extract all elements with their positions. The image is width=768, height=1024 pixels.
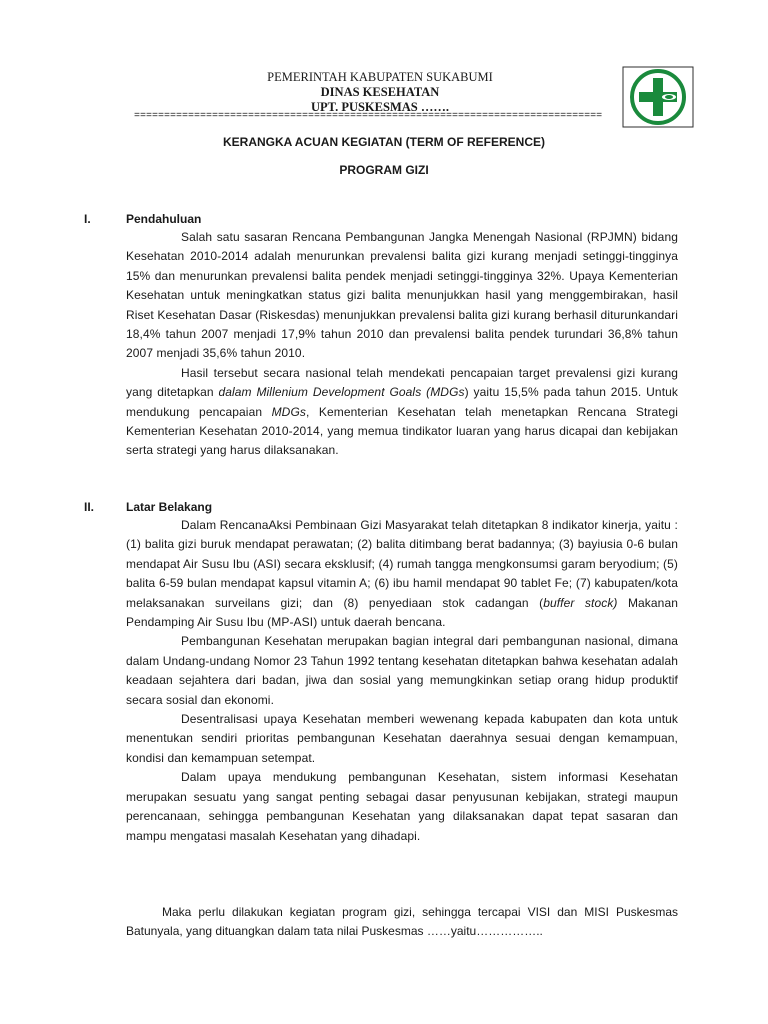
header-line-government: PEMERINTAH KABUPATEN SUKABUMI: [267, 70, 493, 84]
section-title: Pendahuluan: [126, 212, 202, 226]
paragraph: Pembangunan Kesehatan merupakan bagian integral dari pembangunan nasional, dimana dalam Undang-undang Nomor 23 Tahun 1992 tentang kesehatan ditetapkan bahwa kesehatan adalah keadaan sejahtera dari badan, jiwa dan sosial yang memungkinkan setiap orang hidup produktif secara sosial dan ekonomi.: [126, 634, 678, 707]
section-number: I.: [84, 212, 91, 226]
paragraph: Salah satu sasaran Rencana Pembangunan Jangka Menengah Nasional (RPJMN) bidang Kesehatan 2010-2014 adalah menurunkan prevalensi balita gizi kurang menjadi setinggi-tingginya 15% dan menurunkan prevalensi balita pendek menjadi setinggi-tingginya 32%. Upaya Kementerian Kesehatan untuk meningkatkan status gizi balita menunjukkan hasil yang menggembirakan, hasil Riset Kesehatan Dasar (Riskesdas) menunjukkan prevalensi balita gizi kurang berhasil diturunkandari 18,4% tahun 2007 menjadi 17,9% tahun 2010 dan prevalensi balita pendek turundari 36,8% tahun 2007 menjadi 35,6% tahun 2010.: [126, 230, 678, 361]
section-body: [126, 228, 678, 461]
closing-statement: [126, 903, 678, 942]
letterhead: [130, 70, 630, 115]
header-separator: ==============================================================================: [134, 111, 603, 122]
section-number: II.: [84, 500, 95, 514]
section-title: Latar Belakang: [126, 500, 213, 514]
section-body: [126, 516, 678, 846]
header-line-unit: UPT. PUSKESMAS …….: [311, 100, 449, 114]
paragraph: Desentralisasi upaya Kesehatan memberi wewenang kepada kabupaten dan kota untuk menentukan sendiri prioritas pembangunan Kesehatan daerahnya sesuai dengan kemampuan, kondisi dan kemampuan setempat.: [126, 712, 678, 765]
paragraph: Dalam upaya mendukung pembangunan Kesehatan, sistem informasi Kesehatan merupakan sesuatu yang sangat penting sebagai dasar penyusunan kebijakan, strategi maupun perencanaan, sehingga pembangunan Kesehatan yang dilaksanakan dapat tepat sasaran dan mampu mengatasi masalah Kesehatan yang dihadapi.: [126, 770, 678, 843]
header-line-agency: DINAS KESEHATAN: [320, 85, 440, 99]
document-title: KERANGKA ACUAN KEGIATAN (TERM OF REFERENCE): [223, 135, 545, 149]
health-cross-logo-icon: [622, 66, 694, 128]
paragraph: Dalam RencanaAksi Pembinaan Gizi Masyarakat telah ditetapkan 8 indikator kinerja, yaitu : (1) balita gizi buruk mendapat perawatan; (2) balita ditimbang berat badannya; (3) bayiusia 0-6 bulan mendapat Air Susu Ibu (ASI) secara eksklusif; (4) rumah tangga mengkonsumsi garam beryodium; (5) balita 6-59 bulan mendapat kapsul vitamin A; (6) ibu hamil mendapat 90 tablet Fe; (7) kabupaten/kota melaksanakan surveilans gizi; dan (8) penyediaan stok cadangan (buffer stock) Makanan Pendamping Air Susu Ibu (MP-ASI) untuk daerah bencana.: [126, 518, 679, 630]
paragraph: Hasil tersebut secara nasional telah mendekati pencapaian target prevalensi gizi kurang yang ditetapkan dalam Millenium Development Goals (MDGs) yaitu 15,5% pada tahun 2015. Untuk mendukung pencapaian MDGs, Kementerian Kesehatan telah menetapkan Rencana Strategi Kementerian Kesehatan 2010-2014, yang memua tindikator luaran yang harus dicapai dan kebijakan serta strategi yang harus dilaksanakan.: [126, 365, 678, 458]
document-subtitle: PROGRAM GIZI: [339, 163, 429, 177]
paragraph: Maka perlu dilakukan kegiatan program gizi, sehingga tercapai VISI dan MISI Puskesmas Batunyala, yang dituangkan dalam tata nilai Puskesmas ……yaitu……………..: [126, 905, 678, 939]
